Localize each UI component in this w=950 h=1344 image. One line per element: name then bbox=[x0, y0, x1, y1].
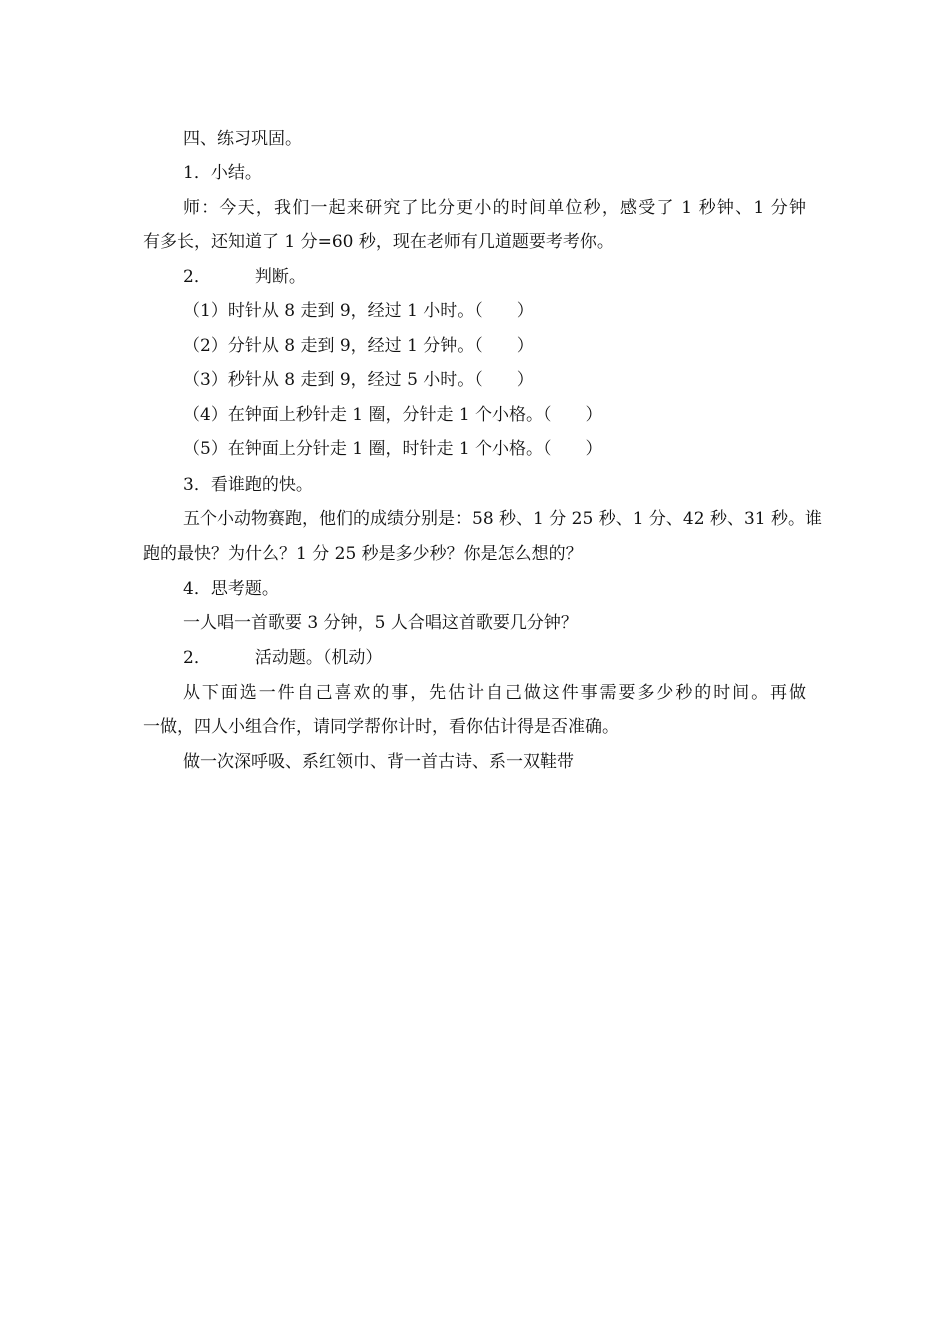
race-paragraph-line-1: 五个小动物赛跑，他们的成绩分别是：58 秒、1 分 25 秒、1 分、42 秒、31 秒。谁 bbox=[183, 509, 822, 529]
activity-paragraph-line-1: 从下面选一件自己喜欢的事，先估计自己做这件事需要多少秒的时间。再做 bbox=[183, 683, 806, 703]
summary-paragraph-line-2: 有多长，还知道了 1 分=60 秒，现在老师有几道题要考考你。 bbox=[143, 232, 614, 252]
item-judge-title: 判断。 bbox=[254, 267, 306, 287]
summary-paragraph-line-1: 师：今天，我们一起来研究了比分更小的时间单位秒，感受了 1 秒钟、1 分钟 bbox=[183, 198, 806, 218]
judge-question-4: （4）在钟面上秒针走 1 圈，分针走 1 个小格。（ ） bbox=[183, 405, 603, 425]
item-activity-number: 2． bbox=[183, 648, 211, 668]
judge-question-3: （3）秒针从 8 走到 9，经过 5 小时。（ ） bbox=[183, 370, 534, 390]
item-activity-title: 活动题。（机动） bbox=[254, 648, 383, 668]
item-summary-title: 1．小结。 bbox=[183, 163, 262, 183]
item-thinking-title: 4．思考题。 bbox=[183, 579, 279, 599]
activity-list: 做一次深呼吸、系红领巾、背一首古诗、系一双鞋带 bbox=[183, 752, 574, 772]
item-activity-heading bbox=[183, 647, 382, 669]
section-title: 四、练习巩固。 bbox=[183, 129, 302, 149]
race-paragraph-line-2: 跑的最快？为什么？1 分 25 秒是多少秒？你是怎么想的？ bbox=[143, 544, 583, 564]
thinking-paragraph: 一人唱一首歌要 3 分钟，5 人合唱这首歌要几分钟？ bbox=[183, 613, 578, 633]
item-race-title: 3．看谁跑的快。 bbox=[183, 475, 313, 495]
judge-question-1: （1）时针从 8 走到 9，经过 1 小时。（ ） bbox=[183, 301, 534, 321]
item-judge-heading bbox=[183, 266, 306, 288]
judge-question-2: （2）分针从 8 走到 9，经过 1 分钟。（ ） bbox=[183, 336, 534, 356]
judge-question-5: （5）在钟面上分针走 1 圈，时针走 1 个小格。（ ） bbox=[183, 439, 603, 459]
activity-paragraph-line-2: 一做，四人小组合作，请同学帮你计时，看你估计得是否准确。 bbox=[143, 717, 619, 737]
item-judge-number: 2． bbox=[183, 267, 211, 287]
